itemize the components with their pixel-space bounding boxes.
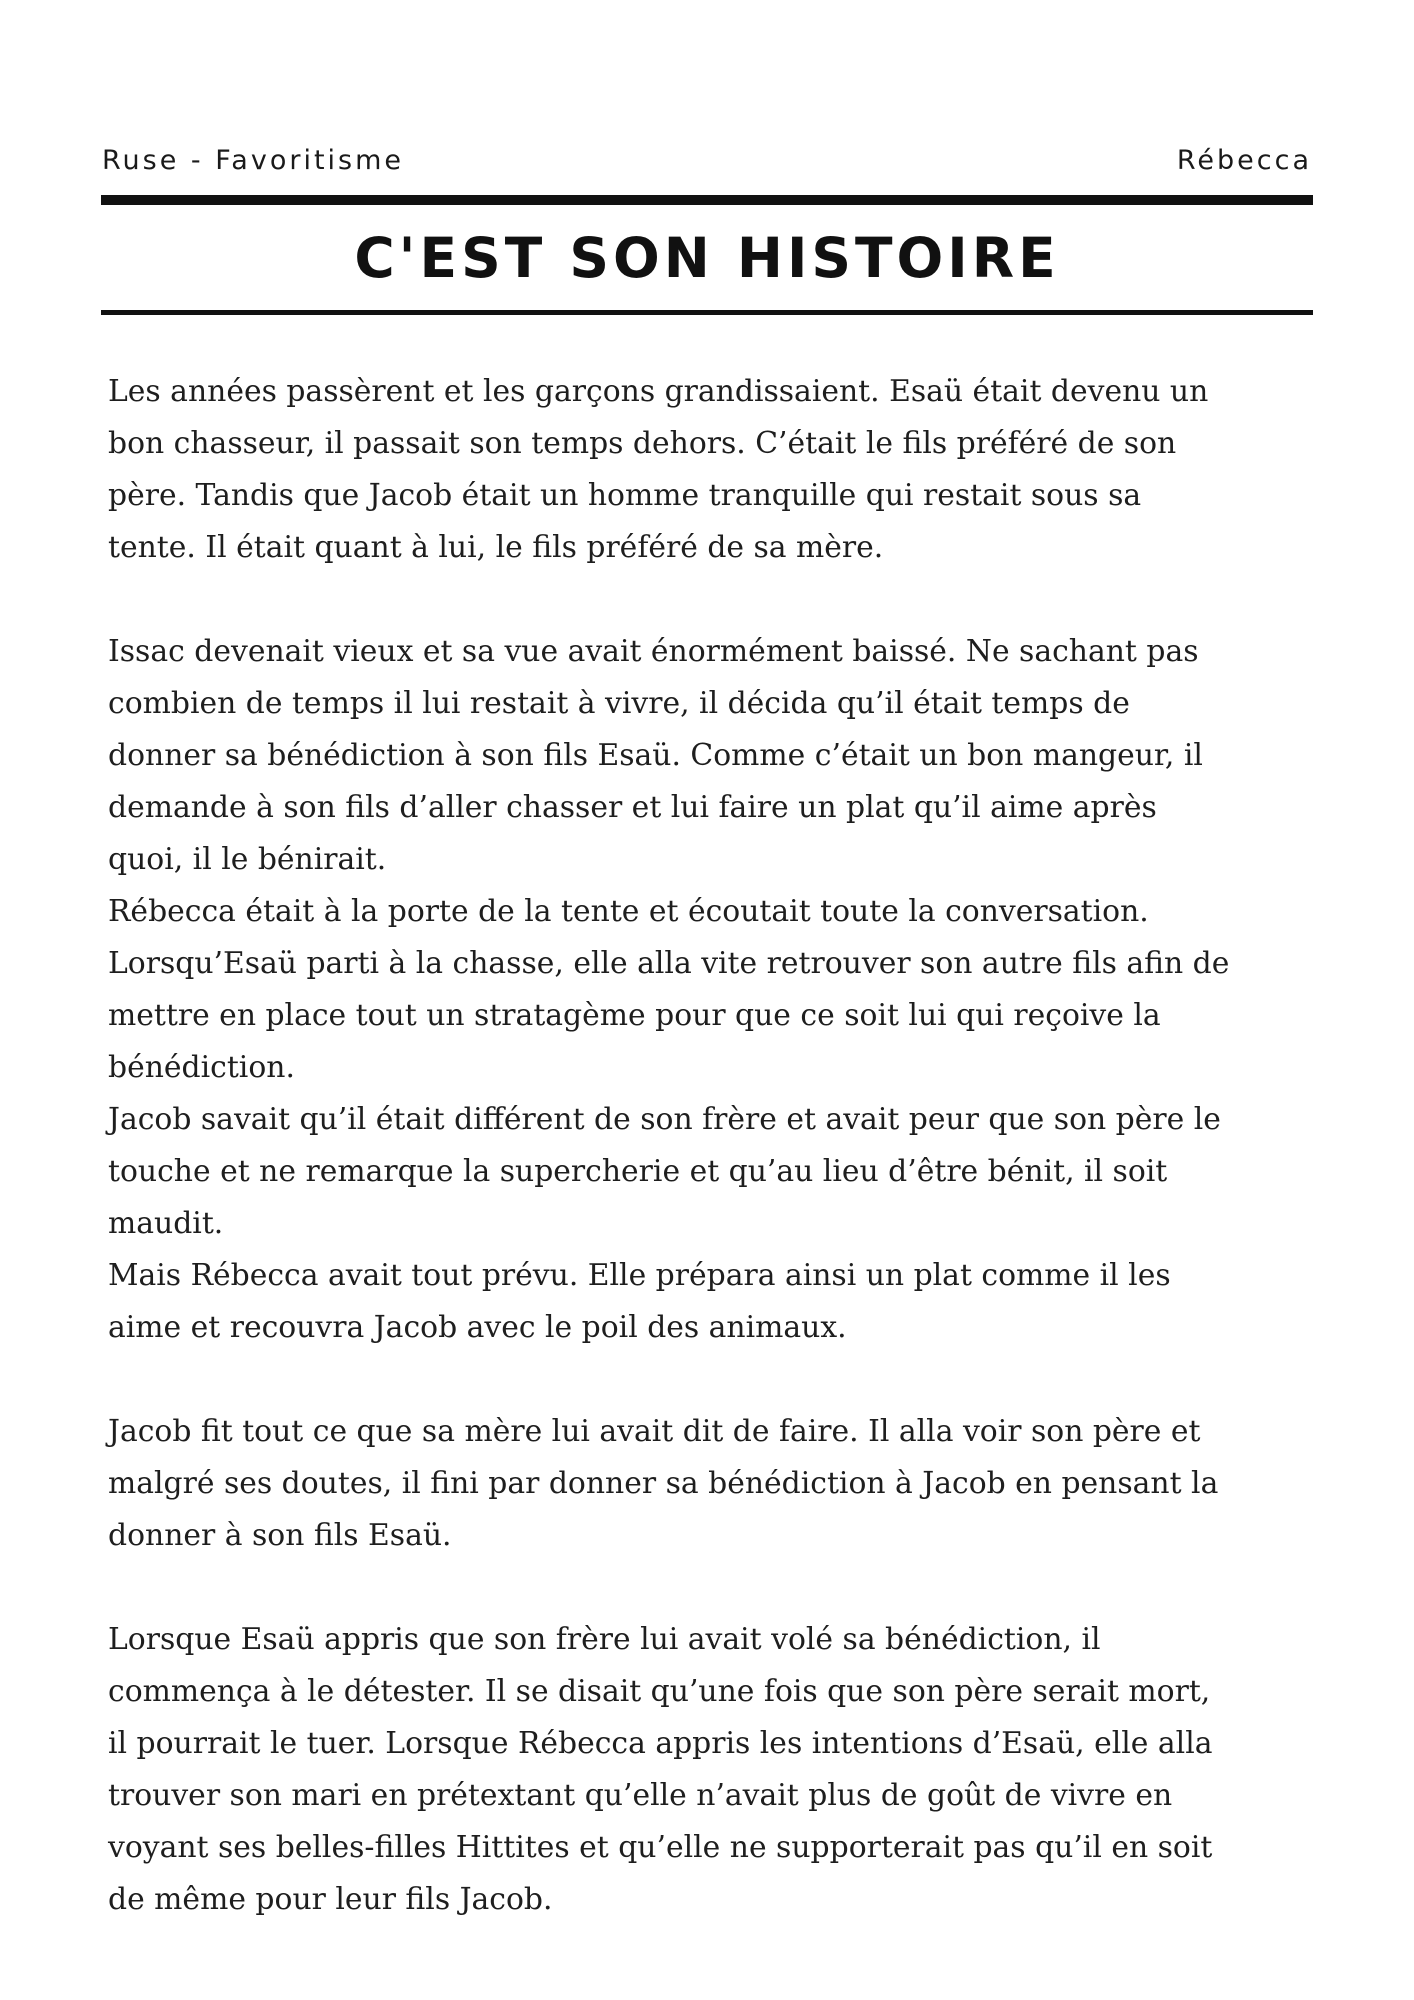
text-line: père. Tandis que Jacob était un homme tranquille qui restait sous sa <box>108 478 1142 513</box>
story-paragraph <box>108 626 1328 1354</box>
text-line: Issac devenait vieux et sa vue avait énormément baissé. Ne sachant pas <box>108 634 1199 669</box>
text-line: demande à son fils d’aller chasser et lui faire un plat qu’il aime après <box>108 790 1157 825</box>
text-line: Lorsqu’Esaü parti à la chasse, elle alla vite retrouver son autre fils afin de <box>108 946 1230 981</box>
page-header <box>102 140 1312 180</box>
text-line: de même pour leur fils Jacob. <box>108 1882 553 1917</box>
header-topic-label: Ruse - Favoritisme <box>102 144 405 176</box>
text-line: maudit. <box>108 1206 224 1241</box>
text-line: donner sa bénédiction à son fils Esaü. Comme c’était un bon mangeur, il <box>108 738 1203 773</box>
text-line: Jacob fit tout ce que sa mère lui avait dit de faire. Il alla voir son père et <box>108 1414 1201 1449</box>
text-line: Mais Rébecca avait tout prévu. Elle prépara ainsi un plat comme il les <box>108 1258 1171 1293</box>
text-line: quoi, il le bénirait. <box>108 842 387 877</box>
text-line: Jacob savait qu’il était différent de son frère et avait peur que son père le <box>108 1102 1221 1137</box>
paragraph-spacer <box>108 574 1328 626</box>
text-line: tente. Il était quant à lui, le fils préféré de sa mère. <box>108 530 884 565</box>
text-line: Lorsque Esaü appris que son frère lui avait volé sa bénédiction, il <box>108 1622 1101 1657</box>
page-title: C'EST SON HISTOIRE <box>354 226 1060 290</box>
text-line: malgré ses doutes, il fini par donner sa bénédiction à Jacob en pensant la <box>108 1466 1219 1501</box>
text-line: il pourrait le tuer. Lorsque Rébecca appris les intentions d’Esaü, elle alla <box>108 1726 1213 1761</box>
text-line: Les années passèrent et les garçons grandissaient. Esaü était devenu un <box>108 374 1209 409</box>
header-character-label: Rébecca <box>1176 144 1312 176</box>
text-line: trouver son mari en prétextant qu’elle n’avait plus de goût de vivre en <box>108 1778 1173 1813</box>
text-line: touche et ne remarque la supercherie et qu’au lieu d’être bénit, il soit <box>108 1154 1168 1189</box>
title-thin-divider <box>101 310 1313 315</box>
top-thick-divider <box>101 195 1313 205</box>
text-line: combien de temps il lui restait à vivre, il décida qu’il était temps de <box>108 686 1130 721</box>
paragraph-spacer <box>108 1354 1328 1406</box>
text-line: donner à son fils Esaü. <box>108 1518 452 1553</box>
story-body <box>108 366 1328 1926</box>
story-paragraph <box>108 1406 1328 1562</box>
story-paragraph <box>108 1614 1328 1926</box>
text-line: bon chasseur, il passait son temps dehors. C’était le fils préféré de son <box>108 426 1177 461</box>
text-line: bénédiction. <box>108 1050 295 1085</box>
text-line: commença à le détester. Il se disait qu’une fois que son père serait mort, <box>108 1674 1211 1709</box>
text-line: aime et recouvra Jacob avec le poil des animaux. <box>108 1310 847 1345</box>
paragraph-spacer <box>108 1562 1328 1614</box>
text-line: voyant ses belles-filles Hittites et qu’elle ne supporterait pas qu’il en soit <box>108 1830 1213 1865</box>
text-line: Rébecca était à la porte de la tente et écoutait toute la conversation. <box>108 894 1149 929</box>
text-line: mettre en place tout un stratagème pour que ce soit lui qui reçoive la <box>108 998 1161 1033</box>
story-paragraph <box>108 366 1328 574</box>
